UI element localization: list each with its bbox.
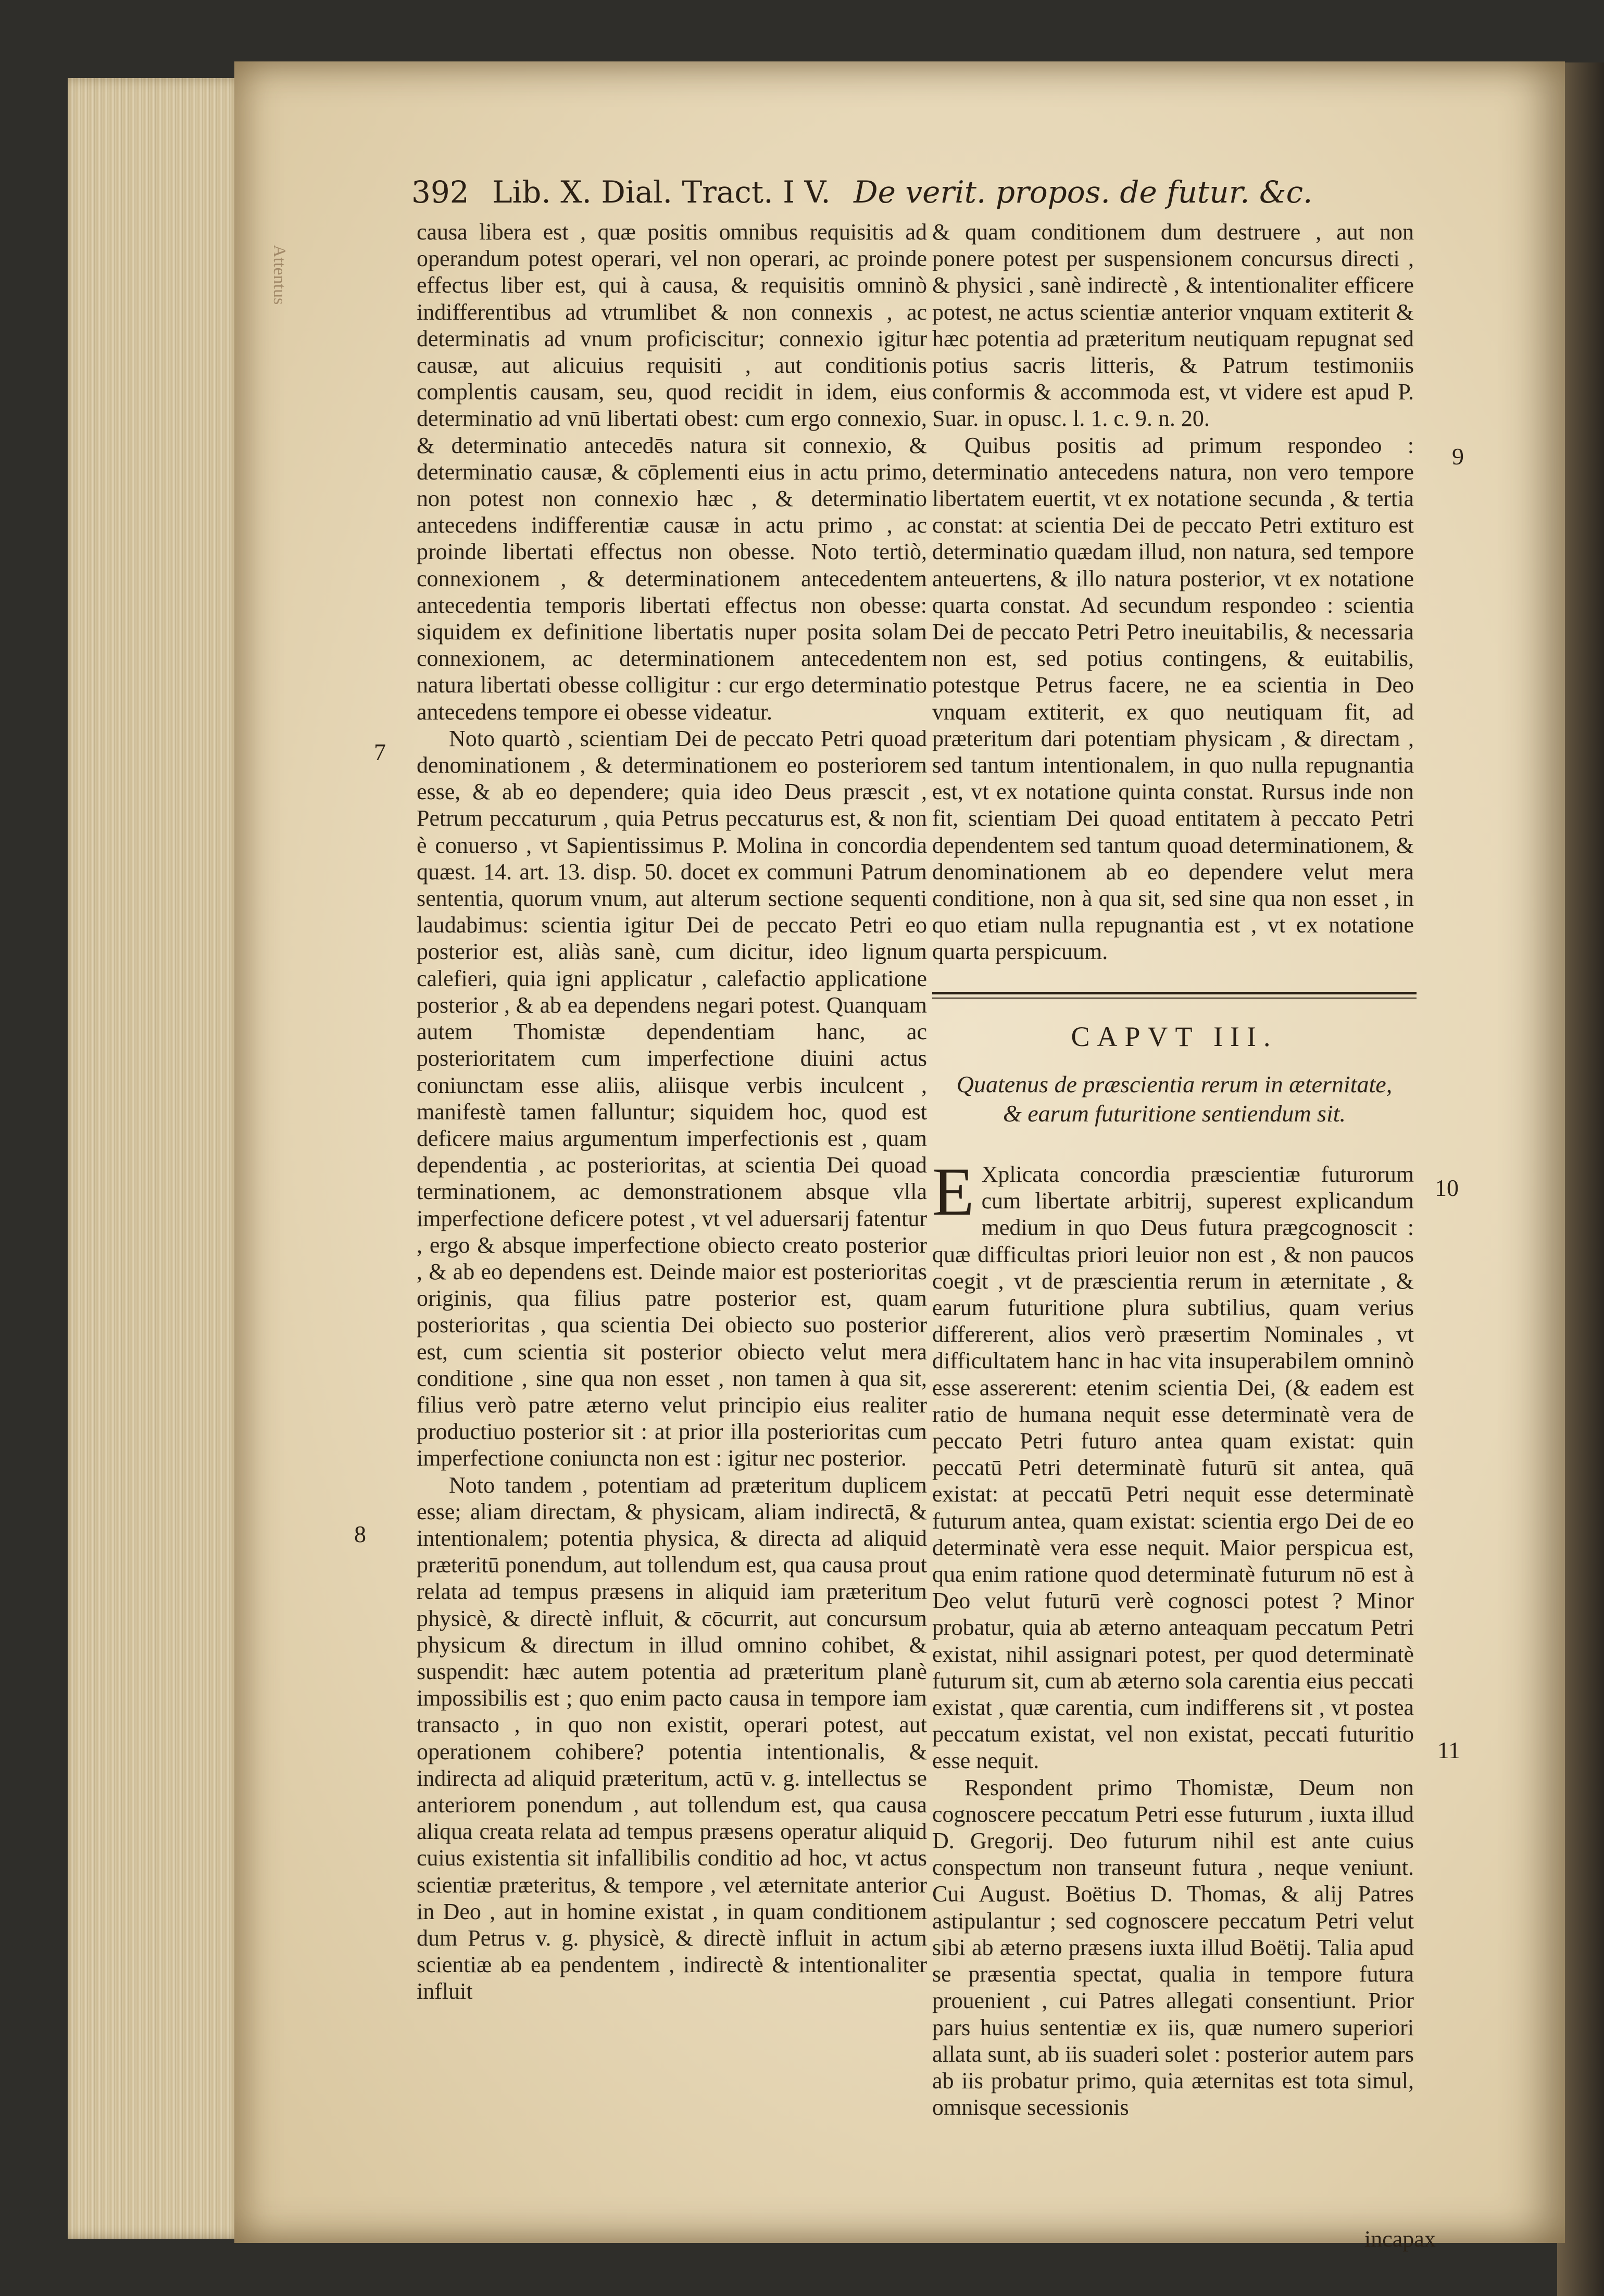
chapter-subtitle (932, 1070, 1417, 1128)
running-title: Lib. X. Dial. Tract. I V. (492, 174, 831, 210)
chapter-first-paragraph (932, 1153, 1414, 1774)
right-column-top (932, 219, 1414, 965)
left-paragraph-1: causa libera est , quæ positis omnibus requisitis ad operandum potest operari, vel non operari, ac proinde effectus liber est, qui à causa, & requisitis omninò indifferentibus ad vtrumlibet & non connexis , ac determinatis ad vnum proficiscitur; connexio igitur causæ, aut alicuius requisiti , aut conditionis complentis causam, seu, quod recidit in idem, eius determinatio ad vnū libertati obest: cum ergo connexio, & determinatio antecedēs natura sit connexio, & determinatio causæ, & cōplementi eius in actu primo, non potest non connexio hæc , & determinatio antecedens indifferentiæ causæ in actu primo , ac proinde libertati effectus non obesse. Noto tertiò, connexionem , & determinationem antecedentem antecedentia temporis libertati effectus non obesse: siquidem ex definitione libertatis nuper posita solam connexionem, ac determinationem antecedentem natura libertati obesse colligitur : cur ergo determinatio antecedens tempore ei obesse videatur. (417, 219, 927, 725)
left-column (417, 219, 927, 2005)
right-column-bottom (932, 1153, 1414, 2121)
drop-cap: E (932, 1153, 974, 1230)
chapter-second-paragraph: Respondent primo Thomistæ, Deum non cognoscere peccatum Petri esse futurum , iuxta illud D. Gregorij. Deo futurum nihil est ante cuius conspectum non transeunt futura , neque veniunt. Cui August. Boëtius D. Thomas, & alij Patres astipulantur ; sed cognoscere peccatum Petri velut sibi ab æterno præsens iuxta illud Boëtij. Talia apud se præsentia spectat, qualia in tempore futura prouenient , cui Patres allegati consentiunt. Prior pars huius sententiæ ex iis, quæ numero superiori allata sunt, ab iis suaderi solet : posterior autem pars ab iis probatur primo, quia æternitas est tota simul, omnisque secessionis (932, 1774, 1414, 2121)
page-number: 392 (411, 174, 469, 210)
margin-number-11: 11 (1437, 1737, 1461, 1763)
catchword: incapax (1364, 2226, 1436, 2252)
section-rule-thin (932, 998, 1417, 999)
running-title-italic: De verit. propos. de futur. &c. (854, 174, 1313, 210)
left-paragraph-2: Noto quartò , scientiam Dei de peccato Petri quoad denominationem , & determinationem eo posteriorem esse, & ab eo dependere; quia ideo Deus præscit , Petrum peccaturum , quia Petrus peccaturus est, & non è conuerso , vt Sapientissimus P. Molina in concordia quæst. 14. art. 13. disp. 50. docet ex communi Patrum sententia, quorum vnum, aut alterum sectione sequenti laudabimus: scientia igitur Dei de peccato Petri eo posterior est, aliàs sanè, cum dicitur, ideo lignum calefieri, quia igni applicatur , calefactio applicatione posterior , & ab ea dependens negari potest. Quanquam autem Thomistæ dependentiam hanc, ac posterioritatem cum imperfectione diuini actus coniunctam esse aliis, aliisque verbis inculcent , manifestè tamen falluntur; siquidem hoc, quod est deficere maius argumentum imperfectionis est , quam dependentia , ac posterioritas, at scientia Dei quoad terminationem, ac demonstrationem absque vlla imperfectione deficere potest , vt vel aduersarij fatentur , ergo & absque imperfectione obiecto creato posterior , & ab eo dependens est. Deinde maior est posterioritas originis, qua filius patre posterior est, quam posterioritas , qua scientia Dei obiecto suo posterior est, cum scientia sit posterior obiecto velut mera conditione , sine qua non esset , non tamen à qua sit, filius verò patre æterno velut principio eius realiter productiuo posterior sit : at prior illa posterioritas cum imperfectione coniuncta non est : igitur nec posterior. (417, 725, 927, 1471)
chapter-subtitle-line-1: Quatenus de præscientia rerum in æternitate, (956, 1071, 1393, 1097)
margin-number-10: 10 (1435, 1175, 1459, 1201)
right-paragraph-2: Quibus positis ad primum respondeo : determinatio antecedens natura, non vero tempore libertatem euertit, vt ex notatione secunda , & tertia constat: at scientia Dei de peccato Petri extituro est determinatio quædam illud, non natura, sed tempore anteuertens, & illo natura posterior, vt ex notatione quarta constat. Ad secundum respondeo : scientia Dei de peccato Petri Petro ineuitabilis, & necessaria non est, sed potius contingens, & euitabilis, potestque Petrus facere, ne ea scientia in Deo vnquam extiterit, ex quo neutiquam fit, ad præteritum dari potentiam physicam , & directam , sed tantum intentionalem, in quo nulla repugnantia est, vt ex notatione quinta constat. Rursus inde non fit, scientiam Dei quoad entitatem à peccato Petri dependentem sed tantum quoad determinationem, & denominationem ab eo dependere velut mera conditione, non à qua sit, sed sine qua non esset , in quo etiam nulla repugnantia est , vt ex notatione quarta perspicuum. (932, 432, 1414, 965)
margin-number-7: 7 (374, 739, 386, 765)
page-edges (68, 78, 245, 2239)
edge-scribble: Attentus (270, 245, 289, 305)
margin-number-8: 8 (354, 1521, 366, 1547)
right-paragraph-1: & quam conditionem dum destruere , aut non ponere potest per suspensionem concursus directi , & physici , sanè indirectè , & intentionaliter efficere potest, ne actus scientiæ anterior vnquam extiterit & hæc potentia ad præteritum neutiquam repugnat sed potius sacris litteris, & Patrum testimoniis conformis & accommoda est, vt videre est apud P. Suar. in opusc. l. 1. c. 9. n. 20. (932, 219, 1414, 432)
section-rule (932, 992, 1417, 994)
chapter-subtitle-line-2: & earum futuritione sentiendum sit. (1002, 1100, 1346, 1127)
running-header (411, 174, 1401, 221)
chapter-heading: CAPVT III. (1071, 1021, 1278, 1052)
margin-number-9: 9 (1452, 443, 1464, 470)
left-paragraph-3: Noto tandem , potentiam ad præteritum duplicem esse; aliam directam, & physicam, aliam indirectā, & intentionalem; potentia physica, & directa ad aliquid præteritū ponendum, aut tollendum est, qua causa prout relata ad tempus præsens in aliquid iam præteritum physicè, & directè influit, & cōcurrit, aut concursum physicum & directum in illud omnino cohibet, & suspendit: hæc autem potentia ad præteritum planè impossibilis est ; quo enim pacto causa in tempore iam transacto , in quo non existit, operari potest, aut operationem cohibere? potentia intentionalis, & indirecta ad aliquid præteritum, actū v. g. intellectus se anteriorem ponendum , aut tollendum est, qua causa aliqua creata relata ad tempus præsens operatur aliquid cuius existentia sit infallibilis conditio ad hoc, vt actus scientiæ præteritus, & tempore , vel æternitate anterior in Deo , aut in homine existat , in quam conditionem dum Petrus v. g. physicè, & directè influit in actum scientiæ ab ea pendentem , indirectè & intentionaliter influit (417, 1472, 927, 2004)
chapter-first-paragraph-text: Xplicata concordia præscientiæ futurorum cum libertate arbitrij, superest explicandum medium in quo Deus futura prægcognoscit : quæ difficultas priori leuior non est , & non paucos coegit , vt de præscientia rerum in æternitate , & earum futuritione plura subtilius, quam verius differerent, alios verò præsertim Nominales , vt difficultatem hanc in hac vita insuperabilem omninò esse assererent: etenim scientia Dei, (& eadem est ratio de humana nequit esse determinatè vera de peccato Petri futuro antea quam existat: quin peccatū Petri determinatè futurū sit antea, quā existat: at peccatū Petri nequit esse determinatè futurum antea, quam existat: scientia ergo Dei de eo determinatè vera esse nequit. Maior perspicua est, qua enim ratione quod determinatè futurum nō est à Deo velut futurū verè cognosci potest ? Minor probatur, quia ab æterno anteaquam peccatum Petri existat, nihil assignari potest, per quod determinatè futurum sit, cum ab æterno sola carentia eius peccati existat , quæ carentia, cum indifferens sit , vt postea peccatum existat, vel non existat, peccati futuritio esse nequit. (932, 1162, 1414, 1774)
